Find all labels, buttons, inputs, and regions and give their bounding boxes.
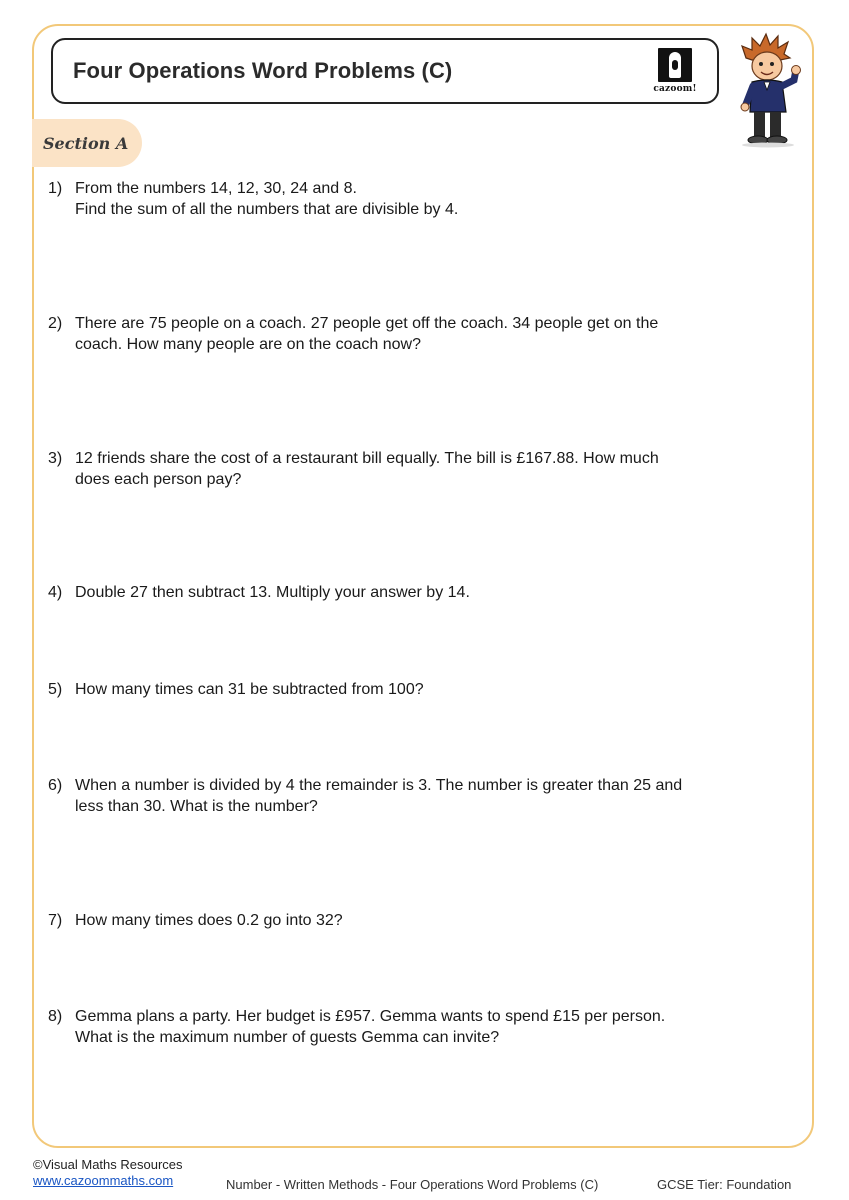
question-4	[48, 582, 788, 603]
question-number: 3)	[48, 450, 63, 467]
copyright-text: ©Visual Maths Resources	[33, 1157, 183, 1172]
question-text	[75, 679, 788, 700]
question-line: does each person pay?	[75, 471, 242, 488]
mascot-boy-icon	[732, 32, 804, 148]
question-5	[48, 679, 788, 700]
question-line: From the numbers 14, 12, 30, 24 and 8.	[75, 180, 357, 197]
question-7	[48, 910, 788, 931]
question-number: 7)	[48, 912, 63, 929]
section-label: Section A	[43, 133, 129, 153]
title-box	[51, 38, 719, 104]
question-6	[48, 775, 788, 817]
question-line: Double 27 then subtract 13. Multiply your answer by 14.	[75, 584, 470, 601]
question-line: less than 30. What is the number?	[75, 798, 318, 815]
page-title: Four Operations Word Problems (C)	[73, 58, 453, 83]
question-number: 2)	[48, 315, 63, 332]
question-line: 12 friends share the cost of a restaurant bill equally. The bill is £167.88. How much	[75, 450, 659, 467]
cazoom-logo	[643, 48, 707, 96]
question-text	[75, 582, 788, 603]
question-3	[48, 448, 788, 490]
question-number: 1)	[48, 180, 63, 197]
question-number: 8)	[48, 1008, 63, 1025]
question-text	[75, 1006, 788, 1048]
question-8	[48, 1006, 788, 1048]
question-text	[75, 910, 788, 931]
question-line: When a number is divided by 4 the remainder is 3. The number is greater than 25 and	[75, 777, 683, 794]
footer-tier: GCSE Tier: Foundation	[657, 1177, 792, 1192]
question-2	[48, 313, 788, 355]
question-line: Find the sum of all the numbers that are divisible by 4.	[75, 201, 459, 218]
footer-topic: Number - Written Methods - Four Operations Word Problems (C)	[226, 1177, 599, 1192]
question-text	[75, 178, 788, 220]
footer-left	[33, 1157, 183, 1189]
website-link[interactable]: www.cazoommaths.com	[33, 1173, 174, 1188]
section-tab	[32, 119, 142, 167]
question-text	[75, 775, 788, 817]
question-number: 4)	[48, 584, 63, 601]
question-line: How many times can 31 be subtracted from 100?	[75, 681, 424, 698]
question-1	[48, 178, 788, 220]
question-text	[75, 448, 788, 490]
logo-mark-icon	[658, 48, 692, 82]
question-line: What is the maximum number of guests Gemma can invite?	[75, 1029, 500, 1046]
question-line: coach. How many people are on the coach now?	[75, 336, 421, 353]
question-number: 6)	[48, 777, 63, 794]
question-number: 5)	[48, 681, 63, 698]
question-text	[75, 313, 788, 355]
logo-text: cazoom!	[653, 84, 697, 94]
question-line: Gemma plans a party. Her budget is £957. Gemma wants to spend £15 per person.	[75, 1008, 666, 1025]
question-line: There are 75 people on a coach. 27 people get off the coach. 34 people get on the	[75, 315, 659, 332]
question-line: How many times does 0.2 go into 32?	[75, 912, 343, 929]
